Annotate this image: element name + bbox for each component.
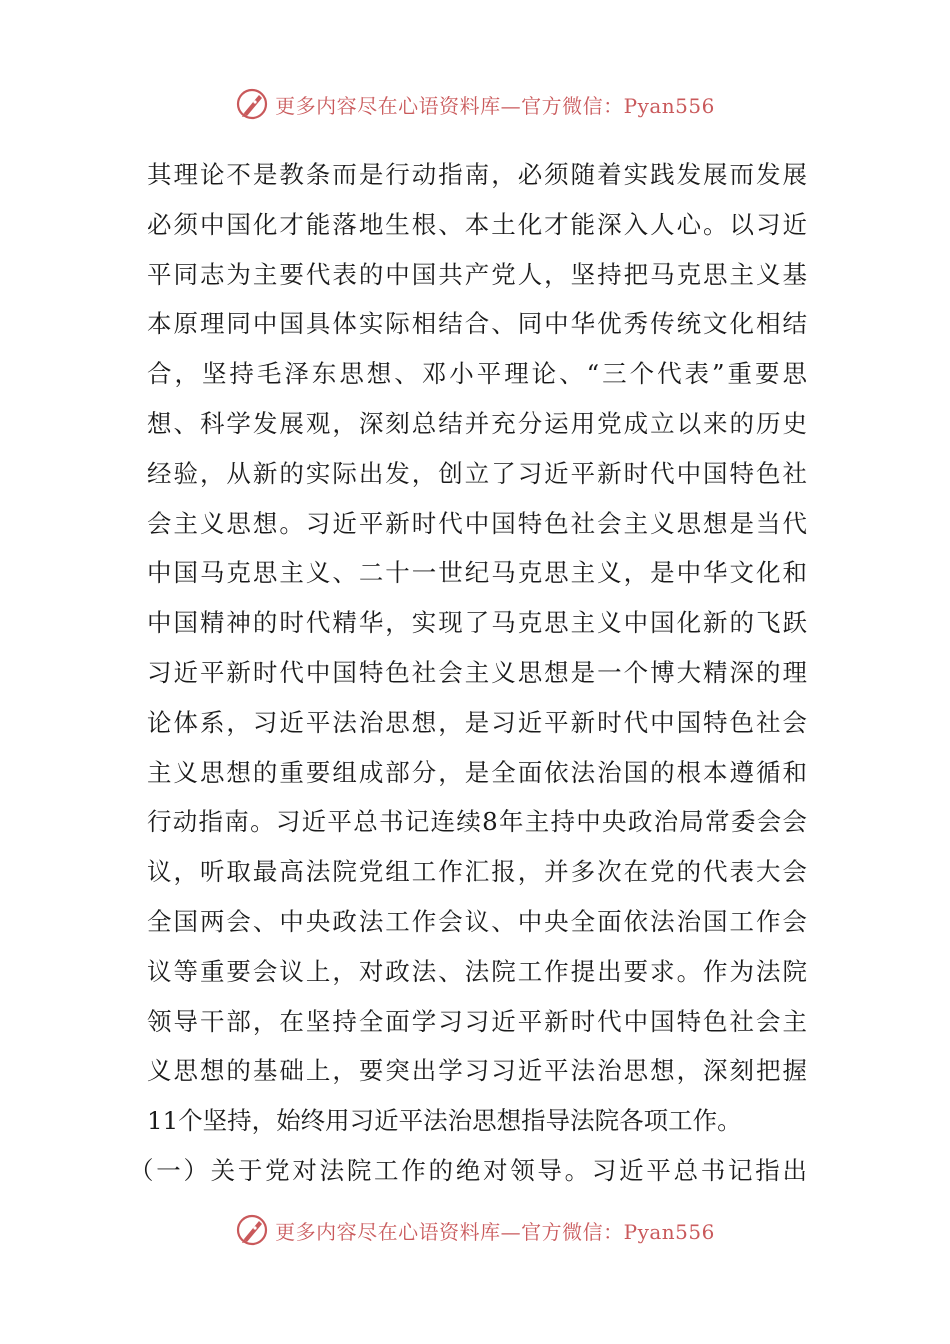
header-banner-text: 更多内容尽在心语资料库—官方微信：Pyan556 xyxy=(275,93,715,118)
body-line: 本原理同中国具体实际相结合、同中华优秀传统文化相结 xyxy=(147,309,807,339)
body-line: 全国两会、中央政法工作会议、中央全面依法治国工作会 xyxy=(147,906,807,936)
header-watermark-banner xyxy=(0,84,950,124)
paragraph-end-line: 11个坚持，始终用习近平法治思想指导法院各项工作。 xyxy=(147,1106,742,1136)
body-line: 义思想的基础上，要突出学习习近平法治思想，深刻把握 xyxy=(147,1056,807,1086)
footer-banner-text: 更多内容尽在心语资料库—官方微信：Pyan556 xyxy=(275,1219,715,1244)
body-line: 中国马克思主义、二十一世纪马克思主义，是中华文化和 xyxy=(147,558,807,588)
body-line: 议，听取最高法院党组工作汇报，并多次在党的代表大会 xyxy=(147,857,807,887)
body-line: 习近平新时代中国特色社会主义思想是一个博大精深的理 xyxy=(147,657,807,687)
body-line: 必须中国化才能落地生根、本土化才能深入人心。以习近 xyxy=(147,209,807,239)
body-line: 平同志为主要代表的中国共产党人，坚持把马克思主义基 xyxy=(147,259,807,289)
pen-nib-logo-icon xyxy=(235,1213,269,1247)
body-line: 主义思想的重要组成部分，是全面依法治国的根本遵循和 xyxy=(147,757,807,787)
body-line: 行动指南。习近平总书记连续8年主持中央政治局常委会会 xyxy=(147,807,807,837)
body-line: 合，坚持毛泽东思想、邓小平理论、“三个代表”重要思 xyxy=(147,359,807,389)
pen-nib-logo-icon xyxy=(235,87,269,121)
body-line: 议等重要会议上，对政法、法院工作提出要求。作为法院 xyxy=(147,956,807,986)
body-line: 论体系，习近平法治思想，是习近平新时代中国特色社会 xyxy=(147,707,807,737)
body-line: 领导干部，在坚持全面学习习近平新时代中国特色社会主 xyxy=(147,1006,807,1036)
document-body xyxy=(129,150,807,1196)
body-line: 想、科学发展观，深刻总结并充分运用党成立以来的历史 xyxy=(147,408,807,438)
section-heading-line: （一）关于党对法院工作的绝对领导。习近平总书记指出 xyxy=(129,1155,807,1185)
body-line: 会主义思想。习近平新时代中国特色社会主义思想是当代 xyxy=(147,508,807,538)
footer-watermark-banner xyxy=(0,1210,950,1250)
body-line: 中国精神的时代精华，实现了马克思主义中国化新的飞跃 xyxy=(147,608,807,638)
body-line: 其理论不是教条而是行动指南，必须随着实践发展而发展 xyxy=(147,160,807,189)
body-line: 经验，从新的实际出发，创立了习近平新时代中国特色社 xyxy=(147,458,807,488)
